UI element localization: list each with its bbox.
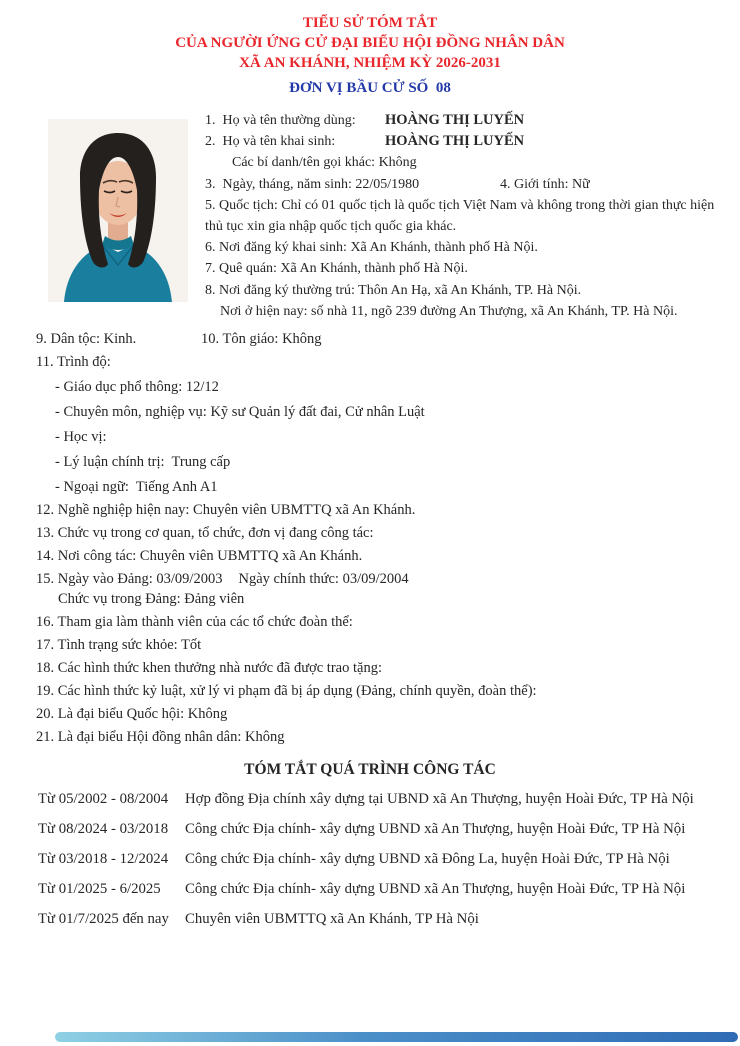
career-period: Từ 08/2024 - 03/2018 [38,821,169,838]
field-position: 13. Chức vụ trong cơ quan, tổ chức, đơn vị đang công tác: [36,525,374,542]
field-party-dates [36,570,730,589]
document-header [0,0,740,98]
career-period: Từ 01/7/2025 đến nay [38,911,169,928]
field-party-position: Chức vụ trong Đảng: Đảng viên [58,591,245,608]
career-description: Công chức Địa chính- xây dựng UBND xã Đông La, huyện Hoài Đức, TP Hà Nội [185,851,670,868]
field-awards: 18. Các hình thức khen thưởng nhà nước đã được trao tặng: [36,660,382,677]
field-birth-registration: 6. Nơi đăng ký khai sinh: Xã An Khánh, thành phố Hà Nội. [205,240,538,256]
career-section-title: TÓM TẮT QUÁ TRÌNH CÔNG TÁC [244,761,496,779]
career-description: Chuyên viên UBMTTQ xã An Khánh, TP Hà Nội [185,911,479,928]
field-common-name [205,110,734,131]
candidate-portrait-illustration [48,119,188,302]
career-row [38,909,730,929]
election-unit-line: ĐƠN VỊ BẦU CỬ SỐ 08 [289,80,451,96]
field-birth-name [205,131,734,152]
field-workplace: 14. Nơi công tác: Chuyên viên UBMTTQ xã An Khánh. [36,548,363,565]
field-party-official-date: Ngày chính thức: 03/09/2004 [238,571,409,588]
field-birth-date-gender [205,174,734,195]
field-current-residence: Nơi ở hiện nay: số nhà 11, ngõ 239 đường An Thượng, xã An Khánh, TP. Hà Nội. [220,303,678,319]
career-period: Từ 03/2018 - 12/2024 [38,851,169,868]
document-title-line-1: TIỂU SỬ TÓM TẮT [302,15,438,31]
field-occupation: 12. Nghề nghiệp hiện nay: Chuyên viên UBMTTQ xã An Khánh. [36,502,416,519]
field-gender: 4. Giới tính: Nữ [500,176,590,192]
field-birth-date: 3. Ngày, tháng, năm sinh: 22/05/1980 [205,176,420,192]
field-hometown: 7. Quê quán: Xã An Khánh, thành phố Hà Nội. [205,261,468,277]
field-ethnicity-religion [36,330,730,349]
career-row [38,879,730,899]
details-section [0,330,740,747]
field-religion: 10. Tôn giáo: Không [201,331,322,348]
education-item: - Chuyên môn, nghiệp vụ: Kỹ sư Quản lý đất đai, Cử nhân Luật [55,404,425,421]
common-name-label: 1. Họ và tên thường dùng: [205,113,356,128]
document-title-line-2: CỦA NGƯỜI ỨNG CỬ ĐẠI BIỂU HỘI ĐỒNG NHÂN DÂN [175,35,565,51]
career-row [38,849,730,869]
career-period: Từ 05/2002 - 08/2004 [38,791,169,808]
career-description: Công chức Địa chính- xây dựng UBND xã An Thượng, huyện Hoài Đức, TP Hà Nội [185,821,686,838]
education-item: - Học vị: [55,429,107,446]
field-ethnicity: 9. Dân tộc: Kinh. [36,331,137,348]
birth-name-label: 2. Họ và tên khai sinh: [205,134,336,150]
field-nationality: 5. Quốc tịch: Chỉ có 01 quốc tịch là quốc tịch Việt Nam và không trong thời gian thực hiện thủ tục xin gia nhập quốc tịch quốc gia khác. [205,197,715,235]
career-period: Từ 01/2025 - 6/2025 [38,881,161,898]
education-item: - Ngoại ngữ: Tiếng Anh A1 [55,479,218,496]
field-peoples-council: 21. Là đại biểu Hội đồng nhân dân: Không [36,729,285,746]
career-history-table [0,789,740,929]
photo-column [0,110,205,322]
personal-fields [205,110,740,322]
field-alias: Các bí danh/tên gọi khác: Không [232,155,417,171]
career-description: Hợp đồng Địa chính xây dựng tại UBND xã An Thượng, huyện Hoài Đức, TP Hà Nội [185,791,694,808]
field-national-assembly: 20. Là đại biểu Quốc hội: Không [36,706,228,723]
career-row [38,789,730,809]
document-title-line-3: XÃ AN KHÁNH, NHIỆM KỲ 2026-2031 [239,55,501,71]
career-description: Công chức Địa chính- xây dựng UBND xã An Thượng, huyện Hoài Đức, TP Hà Nội [185,881,686,898]
field-permanent-residence: 8. Nơi đăng ký thường trú: Thôn An Hạ, xã An Khánh, TP. Hà Nội. [205,282,582,298]
candidate-photo [48,119,188,302]
education-item: - Giáo dục phổ thông: 12/12 [55,379,219,396]
career-row [38,819,730,839]
footer-gradient-bar [55,1032,738,1042]
birth-name-value: HOÀNG THỊ LUYẾN [385,133,525,150]
field-health: 17. Tình trạng sức khỏe: Tốt [36,637,202,654]
field-education-heading: 11. Trình độ: [36,354,111,371]
field-party-join-date: 15. Ngày vào Đảng: 03/09/2003 [36,571,223,588]
field-organizations: 16. Tham gia làm thành viên của các tổ chức đoàn thể: [36,614,353,631]
common-name-value: HOÀNG THỊ LUYẾN [385,112,525,128]
personal-info-section [0,110,740,322]
field-discipline: 19. Các hình thức kỷ luật, xử lý vi phạm đã bị áp dụng (Đảng, chính quyền, đoàn thể): [36,683,537,700]
education-item: - Lý luận chính trị: Trung cấp [55,454,231,471]
